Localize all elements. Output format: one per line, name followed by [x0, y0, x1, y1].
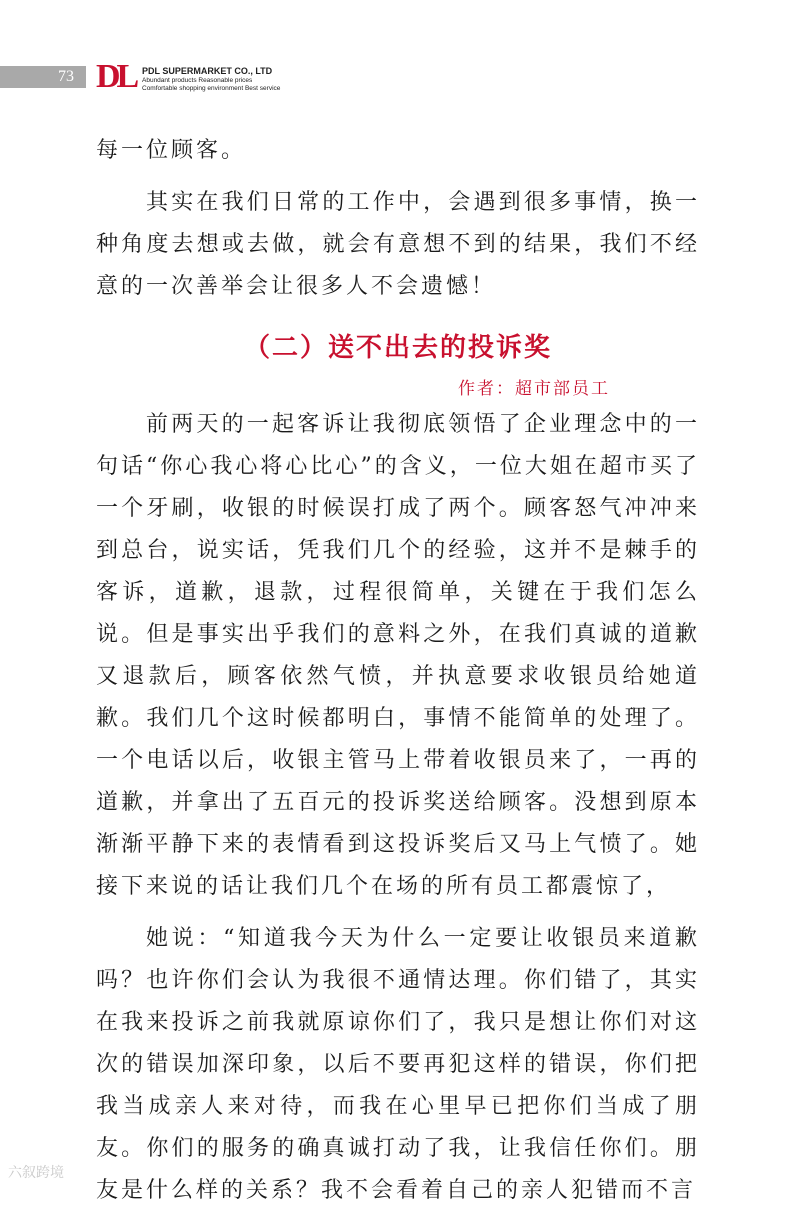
watermark: 六叙跨境: [8, 1164, 64, 1180]
company-header: [142, 66, 280, 93]
author-line: 作者：超市部员工: [458, 379, 610, 399]
paragraph-1: 每一位顾客。: [96, 138, 247, 163]
paragraph-3: 前两天的一起客诉让我彻底领悟了企业理念中的一句话“你心我心将心比心”的含义，一位大姐在超市买了一个牙刷，收银的时候误打成了两个。顾客怒气冲冲来到总台，说实话，凭我们几个的经验，这并不是棘手的客诉，道歉，退款，过程很简单，关键在于我们怎么说。但是事实出乎我们的意料之外，在我们真诚的道歉又退款后，顾客依然气愤，并执意要求收银员给她道歉。我们几个这时候都明白，事情不能简单的处理了。一个电话以后，收银主管马上带着收银员来了，一再的道歉，并拿出了五百元的投诉奖送给顾客。没想到原本渐渐平静下来的表情看到这投诉奖后又马上气愤了。她接下来说的话让我们几个在场的所有员工都震惊了，: [96, 412, 700, 899]
company-name: PDL SUPERMARKET CO., LTD: [142, 66, 273, 76]
company-tagline-2: Comfortable shopping environment Best service: [142, 85, 281, 92]
paragraph-4: 她说：“知道我今天为什么一定要让收银员来道歉吗？也许你们会认为我很不通情达理。你们错了，其实在我来投诉之前我就原谅你们了，我只是想让你们对这次的错误加深印象，以后不要再犯这样的错误，你们把我当成亲人来对待，而我在心里早已把你们当成了朋友。你们的服务的确真诚打动了我，让我信任你们。朋友是什么样的关系？我不会看着自己的亲人犯错而不言: [96, 926, 700, 1203]
company-tagline-1: Abundant products Reasonable prices: [142, 77, 253, 84]
company-logo: DL: [96, 58, 136, 95]
article-body: [96, 130, 700, 1212]
section-title: （二）送不出去的投诉奖: [243, 333, 552, 363]
paragraph-2: 其实在我们日常的工作中，会遇到很多事情，换一种角度去想或去做，就会有意想不到的结果，我们不经意的一次善举会让很多人不会遗憾！: [96, 190, 700, 299]
page-number: 73: [58, 68, 74, 85]
